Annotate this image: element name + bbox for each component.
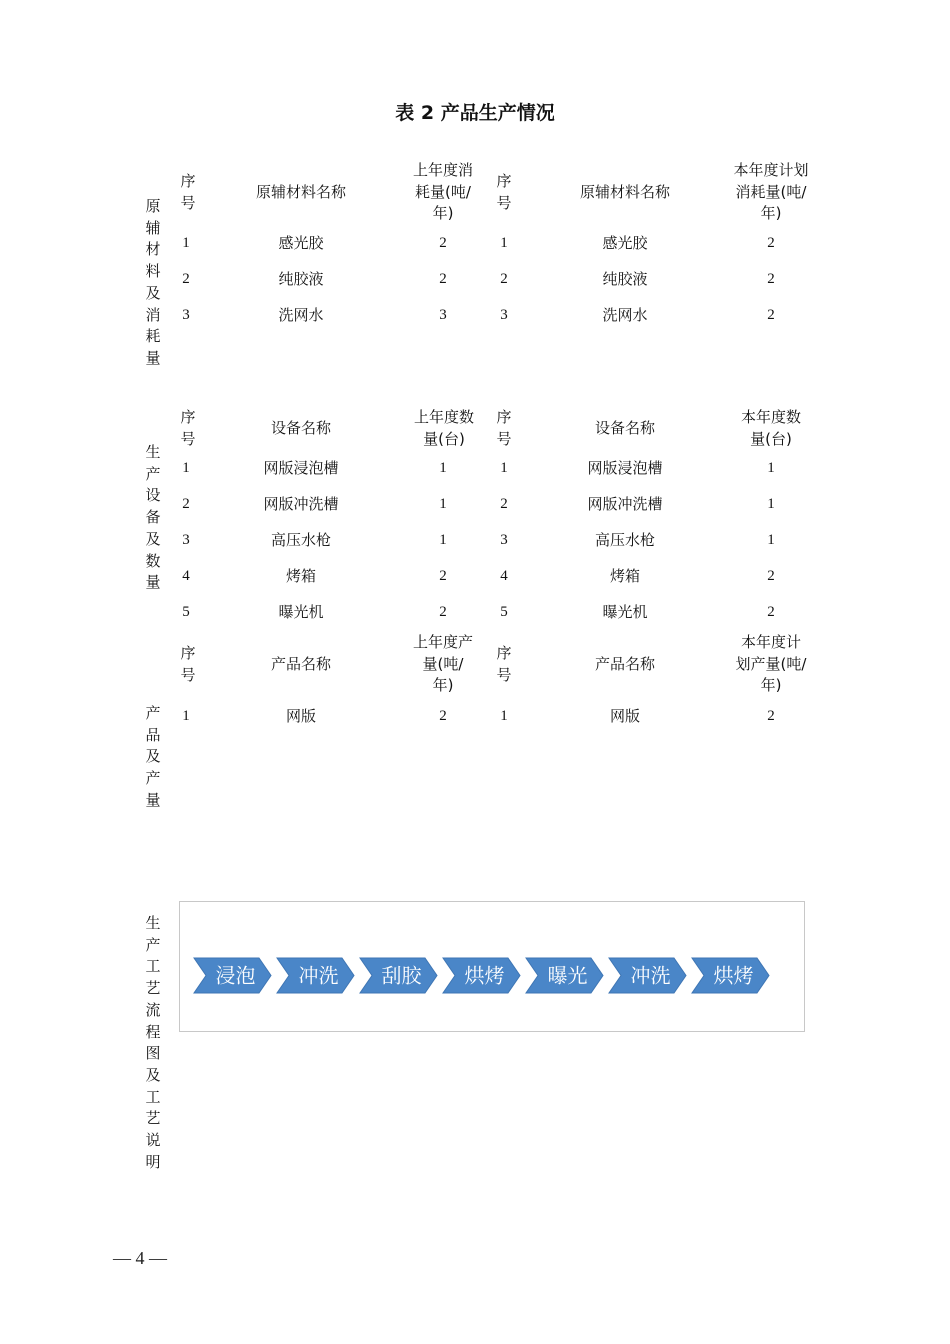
row-seq-2: 3: [500, 532, 508, 548]
row-plan: 2: [767, 271, 775, 287]
header-plan-output: 本年度计划产量(吨/年): [735, 633, 807, 694]
row-name-2: 烤箱: [609, 567, 640, 585]
row-name-2: 网版: [609, 707, 640, 725]
process-flow-svg: [180, 902, 806, 1033]
row-name: 网版: [285, 707, 316, 725]
row-name-2: 感光胶: [602, 234, 648, 252]
row-name: 网版冲洗槽: [263, 495, 339, 513]
header-seq-2: 序号: [496, 644, 512, 684]
row-name-2: 高压水枪: [594, 531, 655, 549]
row-name-2: 纯胶液: [602, 270, 648, 288]
row-name: 高压水枪: [270, 531, 331, 549]
row-name-2: 洗网水: [602, 306, 648, 324]
row-seq: 4: [182, 568, 190, 584]
row-seq: 5: [182, 604, 190, 620]
header-last-quantity: 上年度数量(台): [413, 408, 474, 448]
row-seq-2: 2: [500, 496, 508, 512]
row-name-2: 网版冲洗槽: [587, 495, 663, 513]
row-plan: 2: [767, 604, 775, 620]
header-plan-quantity: 本年度数量(台): [740, 408, 801, 448]
row-plan: 1: [767, 532, 775, 548]
header-last-consumption: 上年度消耗量(吨/年): [413, 161, 474, 222]
row-plan: 2: [767, 235, 775, 251]
process-flow-diagram: [179, 901, 805, 1032]
row-plan: 1: [767, 460, 775, 476]
row-last: 1: [439, 496, 447, 512]
row-name-2: 曝光机: [602, 603, 648, 621]
process-step-label: 浸泡: [215, 963, 256, 988]
row-last: 3: [439, 307, 447, 323]
row-last: 2: [439, 568, 447, 584]
header-material-name: 原辅材料名称: [255, 183, 346, 201]
header-seq-2: 序号: [496, 408, 512, 448]
page-title: 表 2 产品生产情况: [395, 102, 555, 124]
header-equipment-name-2: 设备名称: [594, 419, 655, 437]
header-last-output: 上年度产量(吨/年): [413, 633, 474, 694]
row-name: 纯胶液: [278, 270, 324, 288]
row-seq: 1: [182, 235, 190, 251]
row-seq-2: 1: [500, 708, 508, 724]
header-product-name: 产品名称: [270, 655, 331, 673]
header-equipment-name: 设备名称: [270, 419, 331, 437]
row-plan: 2: [767, 307, 775, 323]
row-seq: 3: [182, 532, 190, 548]
row-seq-2: 1: [500, 235, 508, 251]
section-label-materials: 原辅材料及消耗量: [145, 197, 161, 367]
row-last: 2: [439, 235, 447, 251]
page-number: — 4 —: [113, 1248, 167, 1268]
row-name: 曝光机: [278, 603, 324, 621]
row-seq: 1: [182, 708, 190, 724]
row-last: 2: [439, 271, 447, 287]
row-last: 1: [439, 460, 447, 476]
section-label-products: 产品及产量: [145, 704, 161, 809]
header-seq: 序号: [180, 408, 196, 448]
row-name: 烤箱: [285, 567, 316, 585]
row-seq: 1: [182, 460, 190, 476]
row-name-2: 网版浸泡槽: [587, 459, 663, 477]
row-seq: 2: [182, 496, 190, 512]
process-step-label: 烘烤: [713, 963, 754, 988]
row-last: 2: [439, 708, 447, 724]
row-seq-2: 1: [500, 460, 508, 476]
row-seq-2: 3: [500, 307, 508, 323]
row-seq: 2: [182, 271, 190, 287]
header-seq: 序号: [180, 172, 196, 212]
header-plan-consumption: 本年度计划消耗量(吨/年): [733, 161, 809, 222]
process-step-label: 曝光: [547, 963, 588, 988]
row-plan: 1: [767, 496, 775, 512]
process-step-label: 刮胶: [381, 963, 422, 988]
row-name: 洗网水: [278, 306, 324, 324]
header-seq: 序号: [180, 644, 196, 684]
row-last: 1: [439, 532, 447, 548]
row-name: 感光胶: [278, 234, 324, 252]
process-step-label: 冲洗: [630, 963, 671, 988]
row-plan: 2: [767, 568, 775, 584]
row-name: 网版浸泡槽: [263, 459, 339, 477]
header-product-name-2: 产品名称: [594, 655, 655, 673]
header-material-name-2: 原辅材料名称: [579, 183, 670, 201]
row-seq-2: 5: [500, 604, 508, 620]
row-seq-2: 4: [500, 568, 508, 584]
process-step-label: 冲洗: [298, 963, 339, 988]
section-label-process: 生产工艺流程图及工艺说明: [145, 914, 161, 1171]
header-seq-2: 序号: [496, 172, 512, 212]
row-plan: 2: [767, 708, 775, 724]
row-seq: 3: [182, 307, 190, 323]
row-last: 2: [439, 604, 447, 620]
process-step-label: 烘烤: [464, 963, 505, 988]
section-label-equipment: 生产设备及数量: [145, 443, 161, 592]
row-seq-2: 2: [500, 271, 508, 287]
